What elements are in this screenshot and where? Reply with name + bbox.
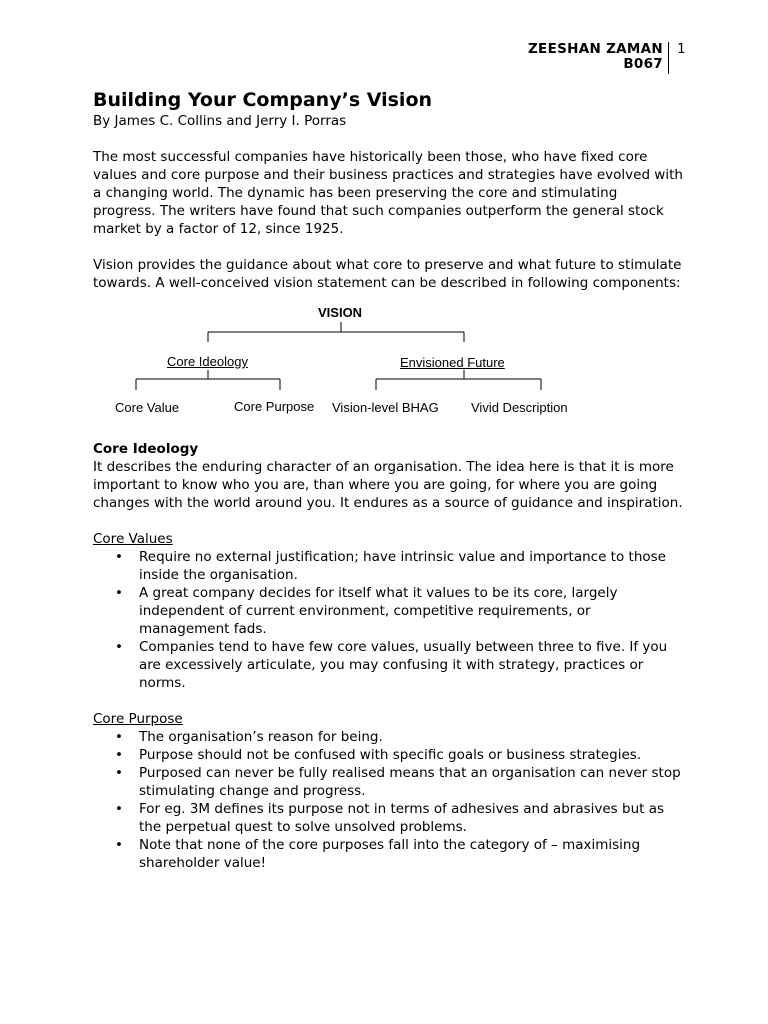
header-code: B067 <box>623 56 663 72</box>
bullet-icon: • <box>115 549 123 565</box>
page-number: 1 <box>677 41 686 57</box>
vision-paragraph: Vision provides the guidance about what core to preserve and what future to stimulate towards. A well-conceived vision statement can be described in following components: <box>93 257 682 291</box>
diagram-envisioned-future-label: Envisioned Future <box>400 355 505 370</box>
document-body <box>93 88 683 890</box>
list-item <box>115 728 683 746</box>
list-item-text: For eg. 3M defines its purpose not in terms of adhesives and abrasives but as the perpetual quest to solve unsolved problems. <box>139 801 665 835</box>
list-item-text: The organisation’s reason for being. <box>139 729 383 745</box>
byline: By James C. Collins and Jerry I. Porras <box>93 113 347 129</box>
list-item-text: Purpose should not be confused with specific goals or business strategies. <box>139 747 642 763</box>
bullet-icon: • <box>115 837 123 853</box>
diagram-root-label: VISION <box>318 305 363 320</box>
bullet-icon: • <box>115 729 123 745</box>
list-item <box>115 800 683 836</box>
diagram-bhag-label: Vision-level BHAG <box>332 400 439 415</box>
document-title: Building Your Company’s Vision <box>93 89 433 111</box>
bullet-icon: • <box>115 801 123 817</box>
list-item <box>115 584 683 638</box>
diagram-vivid-description-label: Vivid Description <box>471 400 568 415</box>
intro-paragraph: The most successful companies have historically been those, who have fixed core values and core purpose and their business practices and strategies have evolved with a changing world. The dynamic has been preserving the core and stimulating progress. The writers have found that such companies outperform the general stock market by a factor of 12, since 1925. <box>93 149 683 237</box>
bullet-icon: • <box>115 585 123 601</box>
list-item <box>115 836 683 872</box>
core-values-heading: Core Values <box>93 531 173 547</box>
list-item <box>115 764 683 800</box>
diagram-core-purpose-label: Core Purpose <box>234 399 315 414</box>
header-divider <box>668 42 669 74</box>
bullet-icon: • <box>115 639 123 655</box>
diagram-core-ideology-label: Core Ideology <box>167 354 248 369</box>
list-item <box>115 638 683 692</box>
list-item-text: Purposed can never be fully realised means that an organisation can never stop stimulating change and progress. <box>139 765 681 799</box>
core-ideology-heading: Core Ideology <box>93 441 199 457</box>
core-values-list <box>93 548 683 692</box>
list-item <box>115 746 683 764</box>
page-header <box>528 42 663 72</box>
core-purpose-heading: Core Purpose <box>93 711 183 727</box>
core-purpose-list <box>93 728 683 872</box>
diagram-core-value-label: Core Value <box>115 400 180 415</box>
bullet-icon: • <box>115 747 123 763</box>
list-item-text: Note that none of the core purposes fall into the category of – maximising shareholder value! <box>139 837 641 871</box>
bullet-icon: • <box>115 765 123 781</box>
list-item-text: Companies tend to have few core values, usually between three to five. If you are excessively articulate, you may confusing it with strategy, practices or norms. <box>139 639 668 691</box>
header-author: ZEESHAN ZAMAN <box>527 41 663 57</box>
core-ideology-text: It describes the enduring character of an organisation. The idea here is that it is more important to know who you are, than where you are going, for where you are going changes with the world around you. It endures as a source of guidance and inspiration. <box>93 459 683 511</box>
list-item <box>115 548 683 584</box>
list-item-text: Require no external justification; have intrinsic value and importance to those inside the organisation. <box>139 549 666 583</box>
vision-tree-diagram <box>93 302 683 432</box>
list-item-text: A great company decides for itself what it values to be its core, largely independent of current environment, competitive requirements, or management fads. <box>139 585 618 637</box>
